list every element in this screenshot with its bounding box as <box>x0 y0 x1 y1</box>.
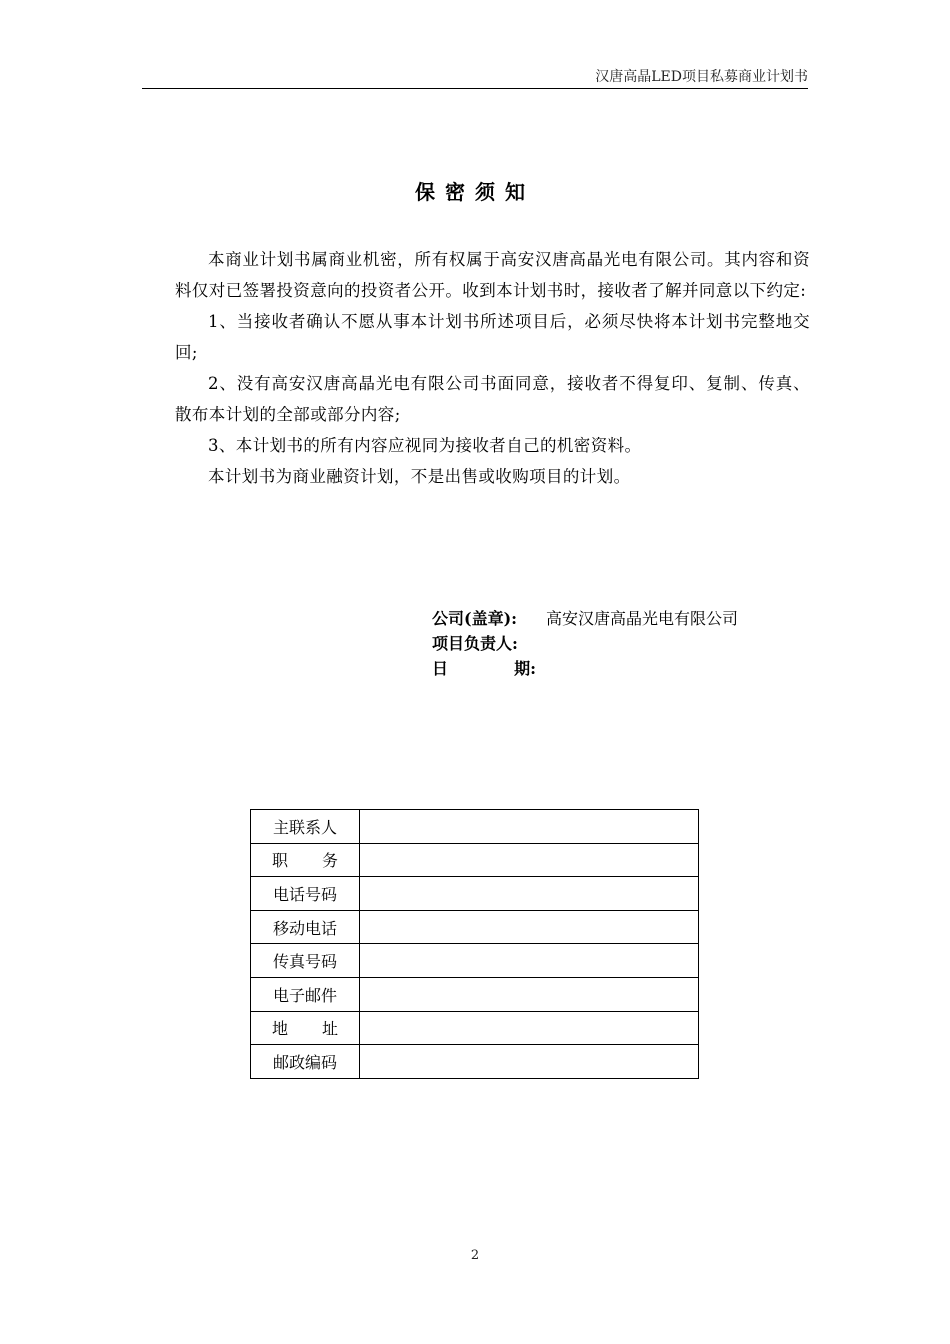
table-row <box>251 843 699 877</box>
table-row <box>251 910 699 944</box>
notice-paragraph-clause-1: 1、当接收者确认不愿从事本计划书所述项目后，必须尽快将本计划书完整地交回; <box>175 312 810 362</box>
contact-label-email: 电子邮件 <box>251 977 360 1011</box>
contact-value-main-contact <box>360 810 699 844</box>
notice-paragraph-clause-2: 2、没有高安汉唐高晶光电有限公司书面同意，接收者不得复印、复制、传真、散布本计划的全部或部分内容; <box>175 374 810 424</box>
page-number: 2 <box>470 1248 480 1263</box>
contact-label-postcode: 邮政编码 <box>251 1045 360 1079</box>
signature-block <box>432 606 738 681</box>
contact-label-address-part-2: 址 <box>321 1019 338 1039</box>
contact-label-position-part-1: 职 <box>272 851 289 871</box>
table-row <box>251 1011 699 1045</box>
contact-label-address <box>251 1011 360 1045</box>
running-header: 汉唐高晶LED项目私募商业计划书 <box>595 69 808 85</box>
table-row <box>251 877 699 911</box>
contact-info-table <box>250 809 699 1079</box>
table-row <box>251 977 699 1011</box>
contact-value-phone <box>360 877 699 911</box>
company-name: 高安汉唐高晶光电有限公司 <box>546 609 739 628</box>
date-label <box>432 656 536 681</box>
confidentiality-notice-body <box>175 244 810 492</box>
table-row <box>251 810 699 844</box>
contact-label-mobile: 移动电话 <box>251 910 360 944</box>
contact-label-address-part-1: 地 <box>272 1019 289 1039</box>
contact-value-email <box>360 977 699 1011</box>
contact-value-position <box>360 843 699 877</box>
date-label-part-2: 期: <box>514 659 536 678</box>
page-title: 保密须知 <box>415 180 535 204</box>
contact-value-address <box>360 1011 699 1045</box>
contact-value-postcode <box>360 1045 699 1079</box>
project-leader-label: 项目负责人: <box>432 634 518 653</box>
company-seal-label: 公司(盖章): <box>432 609 518 628</box>
notice-paragraph-clause-3: 3、本计划书的所有内容应视同为接收者自己的机密资料。 <box>208 436 642 455</box>
notice-paragraph-intro: 本商业计划书属商业机密，所有权属于高安汉唐高晶光电有限公司。其内容和资料仅对已签署投资意向的投资者公开。收到本计划书时，接收者了解并同意以下约定: <box>175 250 810 300</box>
company-seal-row <box>432 606 738 631</box>
header-divider <box>142 88 808 89</box>
contact-label-fax: 传真号码 <box>251 944 360 978</box>
contact-value-mobile <box>360 910 699 944</box>
date-row <box>432 656 738 681</box>
contact-label-position <box>251 843 360 877</box>
table-row <box>251 944 699 978</box>
date-label-part-1: 日 <box>432 659 449 678</box>
project-leader-row <box>432 631 738 656</box>
notice-paragraph-closing: 本计划书为商业融资计划，不是出售或收购项目的计划。 <box>208 467 631 486</box>
contact-label-position-part-2: 务 <box>321 851 338 871</box>
table-row <box>251 1045 699 1079</box>
contact-value-fax <box>360 944 699 978</box>
contact-label-phone: 电话号码 <box>251 877 360 911</box>
contact-label-main-contact: 主联系人 <box>251 810 360 844</box>
